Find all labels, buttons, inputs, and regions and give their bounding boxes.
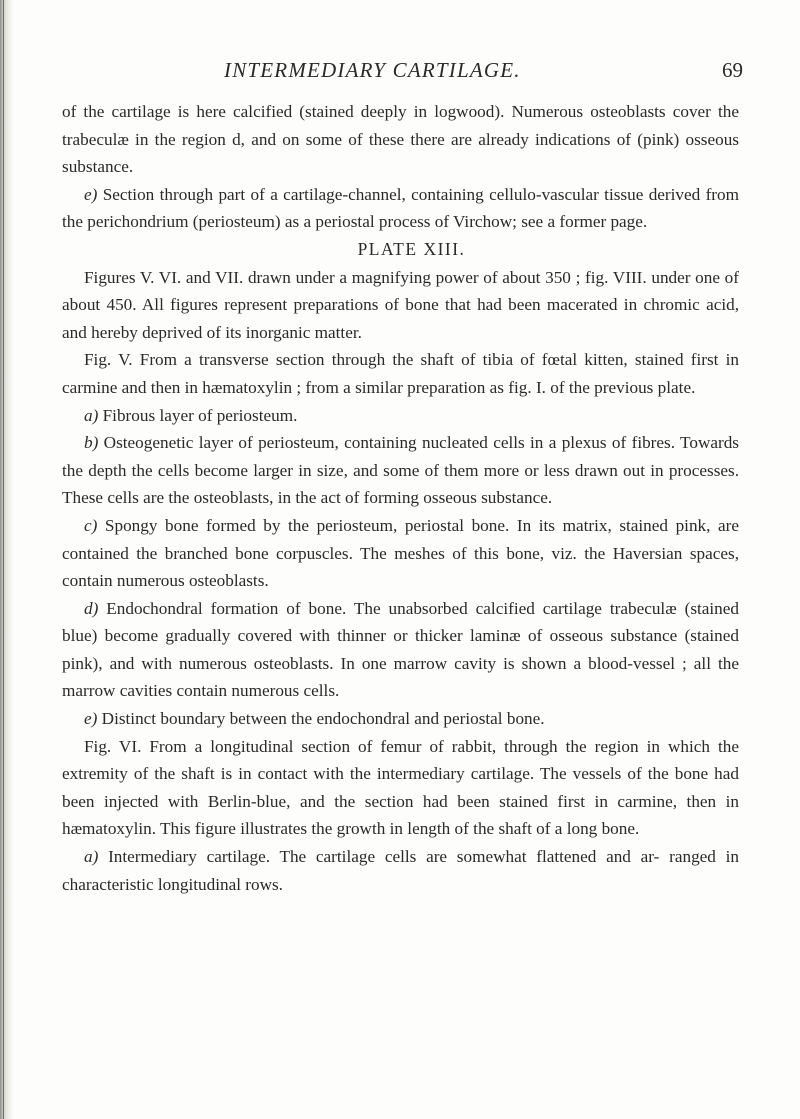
paragraph-text: Osteogenetic layer of periosteum, containing nucleated cells in a plexus of fibres. Towards the depth the cells become larger in size, and some of them more or less drawn out in processes. These cells are the osteoblasts, in the act of forming osseous substance. [62, 433, 739, 508]
paragraph-text: of the cartilage is here calcified (stained deeply in logwood). Numerous osteoblasts cover the trabeculæ in the region d, and on some of these there are already indications of (pink) osseous substance. [62, 102, 739, 177]
paragraph-text: Fig. V. From a transverse section through the shaft of tibia of fœtal kitten, stained first in carmine and then in hæmatoxylin ; from a similar preparation as fig. I. of the previous plate. [62, 350, 739, 397]
paragraph-text: Endochondral formation of bone. The unabsorbed calcified cartilage trabeculæ (stained blue) become gradually covered with thinner or thicker laminæ of osseous substance (stained pink), and with numerous osteoblasts. In one marrow cavity is shown a blood-vessel ; all the marrow cavities contain numerous cells. [62, 598, 739, 701]
paragraph [62, 595, 739, 705]
item-label: a) [84, 847, 99, 867]
running-title: INTERMEDIARY CARTILAGE. [224, 58, 521, 82]
paragraph [62, 705, 739, 733]
item-label: e) [84, 184, 98, 204]
item-label: b) [84, 433, 99, 453]
paragraph [62, 512, 739, 595]
paragraph-text: Spongy bone formed by the periosteum, periostal bone. In its matrix, stained pink, are contained the branched bone corpuscles. The meshes of this bone, viz. the Haversian spaces, contain numerous osteoblasts. [62, 515, 739, 591]
paragraph [62, 733, 739, 843]
paragraph-text: Fibrous layer of periosteum. [98, 405, 298, 425]
paragraph-text: Intermediary cartilage. The cartilage cells are somewhat flattened and ar- ranged in characteristic longitudinal rows. [62, 847, 739, 894]
item-label: d) [84, 598, 99, 618]
paragraph [62, 843, 739, 898]
paragraph-text: Section through part of a cartilage-channel, containing cellulo-vascular tissue derived from the perichondrium (periosteum) as a periostal process of Virchow; see a former page. [62, 184, 739, 232]
paragraph [62, 264, 739, 347]
paragraph [62, 346, 739, 401]
binding-edge-line [3, 0, 4, 1119]
item-label: a) [84, 405, 99, 425]
page-number: 69 [722, 58, 743, 82]
paragraph [62, 98, 739, 181]
item-label: c) [84, 515, 98, 535]
item-label: e) [84, 709, 98, 729]
paragraph [62, 402, 739, 430]
binding-gutter [0, 0, 14, 1119]
paragraph-text: Fig. VI. From a longitudinal section of femur of rabbit, through the region in which the extremity of the shaft is in contact with the intermediary cartilage. The vessels of the bone had been injected with Berlin-blue, and the section had been stained first in carmine, then in hæmatoxylin. This figure illustrates the growth in length of the shaft of a long bone. [62, 736, 739, 839]
page-header [0, 58, 800, 88]
paragraph-text: Distinct boundary between the endochondral and periostal bone. [97, 709, 545, 729]
paragraph [62, 181, 739, 236]
paragraph [62, 429, 739, 512]
plate-heading: PLATE XIII. [357, 238, 466, 259]
body-text [62, 98, 739, 898]
paragraph-text: Figures V. VI. and VII. drawn under a magnifying power of about 350 ; fig. VIII. under one of about 450. All figures represent preparations of bone that had been macerated in chromic acid, and hereby deprived of its inorganic matter. [62, 267, 739, 342]
